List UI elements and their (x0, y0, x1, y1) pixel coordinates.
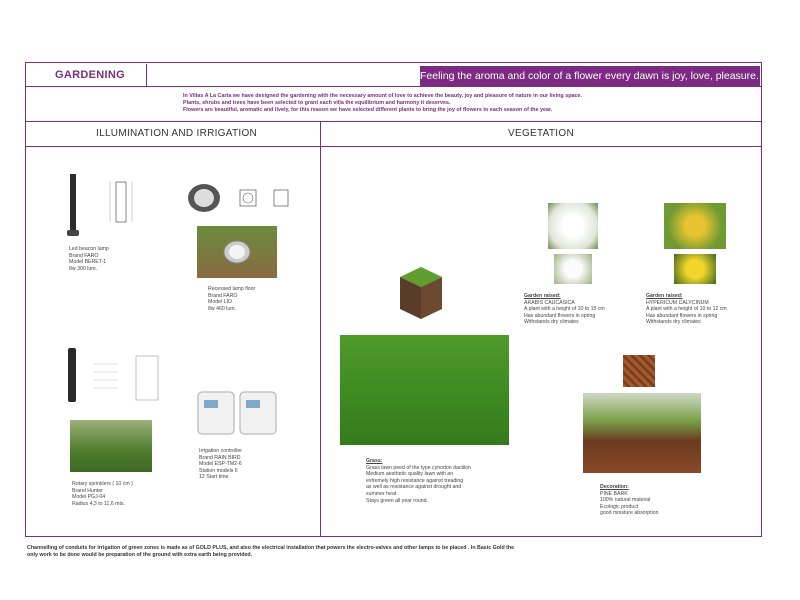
beacon-lamp-drawing (102, 176, 142, 224)
intro-line: In Villas A La Carta we have designed the gardening with the necessary amount of love to achieve the beauty, joy and pleasure of nature in our living space. (183, 93, 583, 99)
irrigation-controller-image (196, 388, 278, 438)
beacon-lamp-image (66, 174, 80, 238)
sprinkler-image (67, 348, 77, 402)
hypericum-shrub-photo (664, 203, 726, 249)
beacon-lamp-caption: Led beacon lamp Brand FARO Model BERET-1 8w 300 lum. (69, 246, 109, 272)
section-title-illumination: ILLUMINATION AND IRRIGATION (96, 128, 258, 139)
divider (25, 86, 762, 87)
arabis-flower-closeup (554, 254, 592, 284)
section-title-vegetation: VEGETATION (508, 128, 574, 139)
footer-line: only work to be done would be preparation of the ground with extra earth being provided. (27, 552, 253, 558)
decoration-caption: Decoration: PINE BARK 100% natural material Ecologic product good moisture absorption (600, 484, 659, 517)
column-divider (320, 122, 321, 537)
divider (25, 121, 762, 122)
grass-soil-cube-image (396, 263, 446, 323)
sprinkler-caption: Rotary sprinklers ( 10 cm ) Brand Hunter Model PGJ-04 Radius 4,3 to 11,6 mts. (72, 481, 133, 507)
intro-text (183, 93, 743, 114)
hypericum-flower-closeup (674, 254, 716, 284)
recessed-lamp-photo (197, 226, 277, 278)
irrigation-controller-caption: Irrigation controller Brand RAIN BIRD Model ESP-TM2-6 Station models 6 12 Start time. (199, 448, 242, 481)
grass-photo (340, 335, 509, 445)
pine-bark-closeup (623, 355, 655, 387)
arabis-caption: Garden raised: ARABIS CAUCASICA A plant with a height of 10 to 15 cm Has abundant flowers in spring Withstands dry climates (524, 293, 605, 326)
footer-line: Channelling of conduits for irrigation of green zones is made as of GOLD PLUS, and also the electrical installation that powers the electro-valves and other lamps to be placed . In Basic Gold the (27, 545, 515, 551)
intro-line: Flowers are beautiful, aromatic and lively, for this reason we have selected different plants to bring the joy of flowers to each season of the year. (183, 107, 553, 113)
footer-note (27, 545, 767, 559)
recessed-lamp-image (186, 182, 222, 214)
sprinkler-photo (70, 420, 152, 472)
intro-line: Plants, shrubs and trees have been selected to grant each villa the equilibrium and harmony it deserves. (183, 100, 451, 106)
hypericum-caption: Garden raised: HYPERICUM CALYCINUM A plant with a height of 10 to 12 cm Has abundant flowers in spring Withstands dry climates (646, 293, 727, 326)
pine-bark-garden-photo (583, 393, 701, 473)
tagline-banner: Feeling the aroma and color of a flower every dawn is joy, love, pleasure. (420, 66, 760, 86)
grass-caption: Grass: Grass lawn peed of the type cynodon dactilon Medium aesthetic quality lawn with an extremely high resistance against treading as well as resistance against drought and summer heat Stays green all year round. (366, 458, 471, 504)
sprinkler-diagram (92, 350, 164, 406)
recessed-lamp-caption: Recessed lamp floor Brand FARO Model LIO 8w 460 lum. (208, 286, 256, 312)
page-title: GARDENING (27, 64, 147, 86)
arabis-flower-photo (548, 203, 598, 249)
divider (25, 146, 762, 147)
recessed-lamp-drawing (236, 180, 300, 218)
